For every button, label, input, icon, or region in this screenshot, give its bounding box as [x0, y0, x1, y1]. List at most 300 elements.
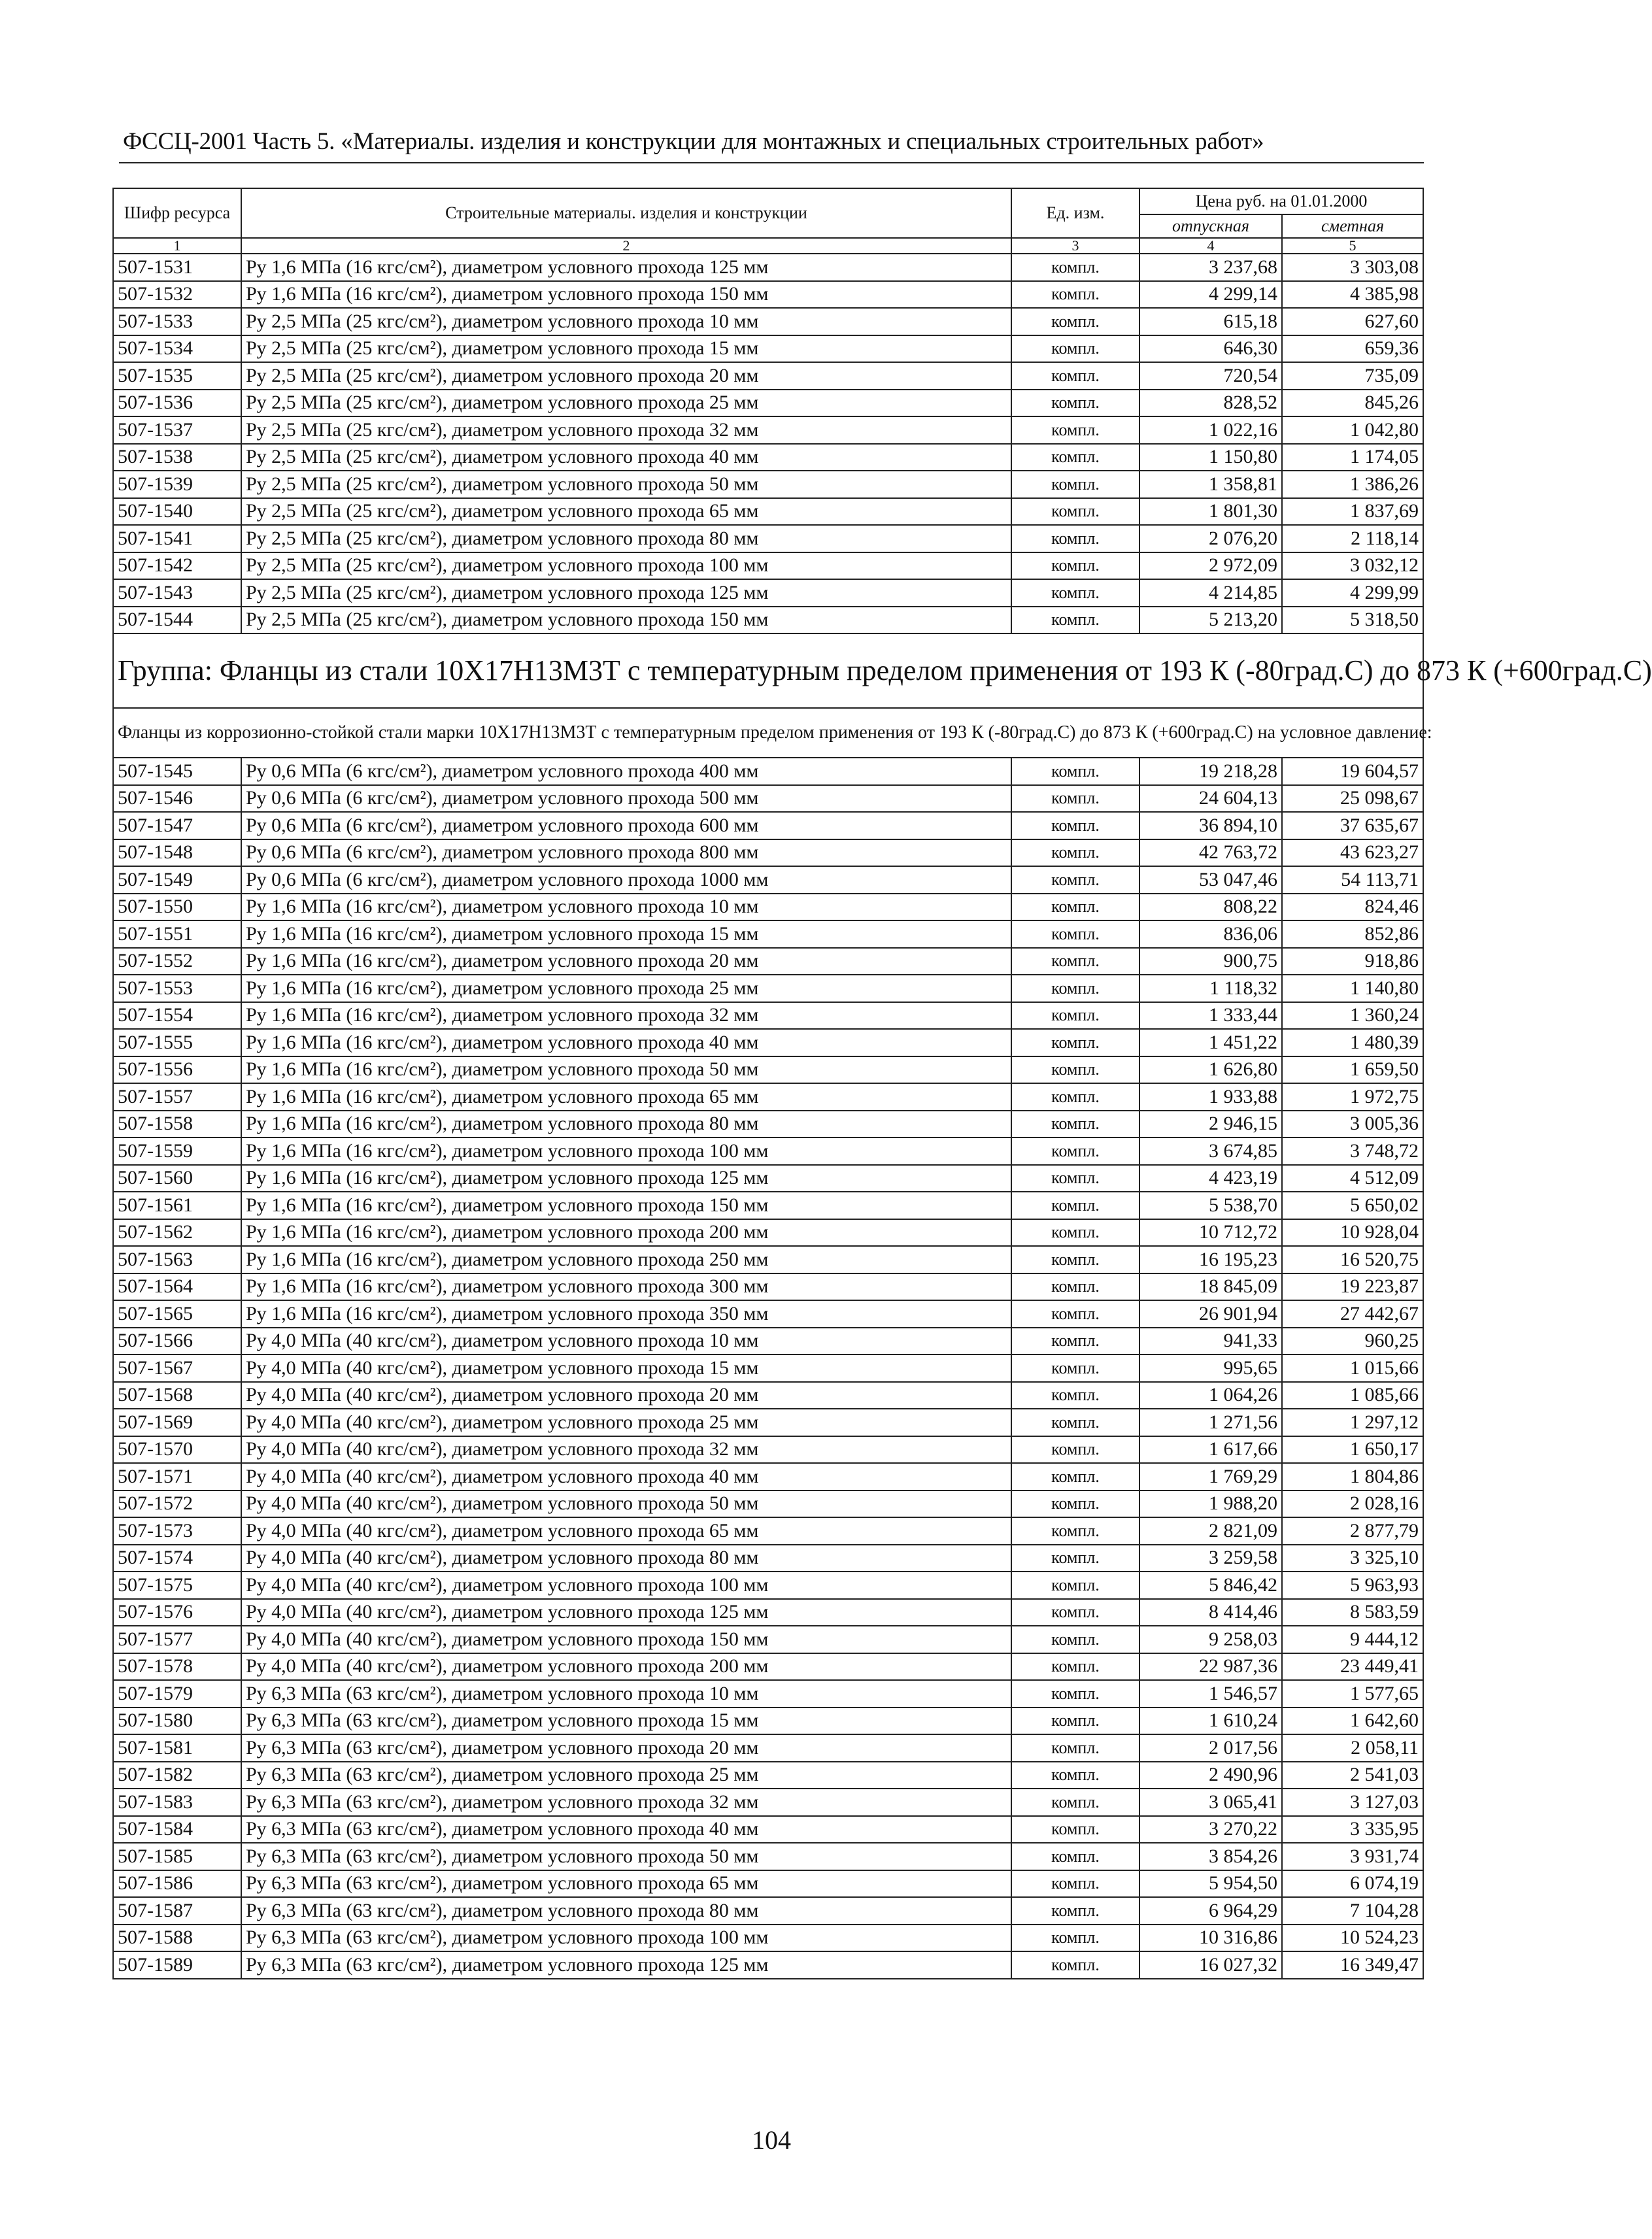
- unit: компл.: [1011, 308, 1139, 335]
- unit: компл.: [1011, 579, 1139, 607]
- table-row: [113, 1599, 1423, 1626]
- unit: компл.: [1011, 1680, 1139, 1708]
- page-header: ФССЦ-2001 Часть 5. «Материалы. изделия и конструкции для монтажных и специальных строительных работ»: [123, 128, 1264, 155]
- material-name: Ру 1,6 МПа (16 кгс/см²), диаметром условного прохода 250 мм: [241, 1246, 1011, 1273]
- header-release: отпускная: [1139, 214, 1282, 238]
- unit: компл.: [1011, 525, 1139, 552]
- material-name: Ру 4,0 МПа (40 кгс/см²), диаметром условного прохода 125 мм: [241, 1599, 1011, 1626]
- material-name: Ру 1,6 МПа (16 кгс/см²), диаметром условного прохода 40 мм: [241, 1029, 1011, 1056]
- estimate-price: 7 104,28: [1282, 1897, 1423, 1925]
- table-row: [113, 1734, 1423, 1762]
- unit: компл.: [1011, 1517, 1139, 1545]
- resource-code: 507-1556: [113, 1056, 241, 1084]
- resource-code: 507-1566: [113, 1328, 241, 1355]
- estimate-price: 2 058,11: [1282, 1734, 1423, 1762]
- resource-code: 507-1578: [113, 1653, 241, 1681]
- material-name: Ру 6,3 МПа (63 кгс/см²), диаметром условного прохода 65 мм: [241, 1870, 1011, 1898]
- release-price: 16 195,23: [1139, 1246, 1282, 1273]
- unit: компл.: [1011, 1111, 1139, 1138]
- estimate-price: 2 028,16: [1282, 1490, 1423, 1518]
- resource-code: 507-1561: [113, 1192, 241, 1219]
- release-price: 1 451,22: [1139, 1029, 1282, 1056]
- estimate-price: 25 098,67: [1282, 785, 1423, 813]
- material-name: Ру 2,5 МПа (25 кгс/см²), диаметром условного прохода 50 мм: [241, 471, 1011, 498]
- resource-code: 507-1584: [113, 1816, 241, 1843]
- resource-code: 507-1589: [113, 1951, 241, 1979]
- release-price: 1 150,80: [1139, 444, 1282, 471]
- unit: компл.: [1011, 1951, 1139, 1979]
- resource-code: 507-1542: [113, 552, 241, 580]
- material-name: Ру 1,6 МПа (16 кгс/см²), диаметром условного прохода 15 мм: [241, 920, 1011, 948]
- material-name: Ру 6,3 МПа (63 кгс/см²), диаметром условного прохода 50 мм: [241, 1843, 1011, 1870]
- unit: компл.: [1011, 1382, 1139, 1409]
- estimate-price: 3 931,74: [1282, 1843, 1423, 1870]
- estimate-price: 1 659,50: [1282, 1056, 1423, 1084]
- resource-code: 507-1533: [113, 308, 241, 335]
- table-row: [113, 281, 1423, 309]
- release-price: 1 769,29: [1139, 1463, 1282, 1490]
- unit: компл.: [1011, 335, 1139, 363]
- unit: компл.: [1011, 1165, 1139, 1192]
- table-row: [113, 1002, 1423, 1030]
- table-row: [113, 1680, 1423, 1708]
- estimate-price: 1 804,86: [1282, 1463, 1423, 1490]
- table-row: [113, 1029, 1423, 1056]
- table-row: [113, 1192, 1423, 1219]
- unit: компл.: [1011, 1626, 1139, 1653]
- estimate-price: 1 042,80: [1282, 416, 1423, 444]
- unit: компл.: [1011, 1137, 1139, 1165]
- resource-code: 507-1577: [113, 1626, 241, 1653]
- resource-code: 507-1582: [113, 1762, 241, 1789]
- header-code: Шифр ресурса: [113, 188, 241, 238]
- table-row: [113, 1246, 1423, 1273]
- resource-code: 507-1573: [113, 1517, 241, 1545]
- resource-code: 507-1579: [113, 1680, 241, 1708]
- release-price: 2 490,96: [1139, 1762, 1282, 1789]
- estimate-price: 1 085,66: [1282, 1382, 1423, 1409]
- group-intro: Фланцы из коррозионно-стойкой стали марки 10Х17Н13М3Т с температурным пределом применения от 193 К (-80град.С) до 873 К (+600град.С) на условное давление:: [113, 708, 1423, 758]
- material-name: Ру 2,5 МПа (25 кгс/см²), диаметром условного прохода 65 мм: [241, 498, 1011, 526]
- material-name: Ру 1,6 МПа (16 кгс/см²), диаметром условного прохода 300 мм: [241, 1273, 1011, 1301]
- material-name: Ру 1,6 МПа (16 кгс/см²), диаметром условного прохода 50 мм: [241, 1056, 1011, 1084]
- unit: компл.: [1011, 416, 1139, 444]
- table-row: [113, 1056, 1423, 1084]
- estimate-price: 852,86: [1282, 920, 1423, 948]
- table-row: [113, 335, 1423, 363]
- release-price: 995,65: [1139, 1355, 1282, 1382]
- table-row: [113, 308, 1423, 335]
- unit: компл.: [1011, 920, 1139, 948]
- estimate-price: 1 360,24: [1282, 1002, 1423, 1030]
- estimate-price: 19 604,57: [1282, 758, 1423, 785]
- column-number: 5: [1282, 238, 1423, 254]
- material-name: Ру 6,3 МПа (63 кгс/см²), диаметром условного прохода 80 мм: [241, 1897, 1011, 1925]
- resource-code: 507-1565: [113, 1300, 241, 1328]
- material-name: Ру 4,0 МПа (40 кгс/см²), диаметром условного прохода 200 мм: [241, 1653, 1011, 1681]
- estimate-price: 824,46: [1282, 894, 1423, 921]
- estimate-price: 19 223,87: [1282, 1273, 1423, 1301]
- material-name: Ру 4,0 МПа (40 кгс/см²), диаметром условного прохода 20 мм: [241, 1382, 1011, 1409]
- table-row: [113, 920, 1423, 948]
- estimate-price: 1 140,80: [1282, 975, 1423, 1002]
- unit: компл.: [1011, 948, 1139, 975]
- release-price: 3 065,41: [1139, 1789, 1282, 1816]
- release-price: 26 901,94: [1139, 1300, 1282, 1328]
- unit: компл.: [1011, 894, 1139, 921]
- release-price: 3 259,58: [1139, 1545, 1282, 1572]
- release-price: 3 854,26: [1139, 1843, 1282, 1870]
- unit: компл.: [1011, 1192, 1139, 1219]
- material-name: Ру 1,6 МПа (16 кгс/см²), диаметром условного прохода 150 мм: [241, 281, 1011, 309]
- unit: компл.: [1011, 1083, 1139, 1111]
- material-name: Ру 6,3 МПа (63 кгс/см²), диаметром условного прохода 20 мм: [241, 1734, 1011, 1762]
- material-name: Ру 4,0 МПа (40 кгс/см²), диаметром условного прохода 100 мм: [241, 1572, 1011, 1599]
- release-price: 2 946,15: [1139, 1111, 1282, 1138]
- release-price: 5 846,42: [1139, 1572, 1282, 1599]
- table-row: [113, 1816, 1423, 1843]
- release-price: 3 674,85: [1139, 1137, 1282, 1165]
- material-name: Ру 6,3 МПа (63 кгс/см²), диаметром условного прохода 40 мм: [241, 1816, 1011, 1843]
- estimate-price: 37 635,67: [1282, 812, 1423, 839]
- estimate-price: 960,25: [1282, 1328, 1423, 1355]
- release-price: 1 933,88: [1139, 1083, 1282, 1111]
- resource-code: 507-1586: [113, 1870, 241, 1898]
- estimate-price: 1 972,75: [1282, 1083, 1423, 1111]
- release-price: 2 076,20: [1139, 525, 1282, 552]
- resource-code: 507-1539: [113, 471, 241, 498]
- material-name: Ру 1,6 МПа (16 кгс/см²), диаметром условного прохода 125 мм: [241, 1165, 1011, 1192]
- table-row: [113, 1897, 1423, 1925]
- material-name: Ру 2,5 МПа (25 кгс/см²), диаметром условного прохода 32 мм: [241, 416, 1011, 444]
- estimate-price: 659,36: [1282, 335, 1423, 363]
- release-price: 941,33: [1139, 1328, 1282, 1355]
- release-price: 1 118,32: [1139, 975, 1282, 1002]
- estimate-price: 2 541,03: [1282, 1762, 1423, 1789]
- release-price: 8 414,46: [1139, 1599, 1282, 1626]
- resource-code: 507-1570: [113, 1436, 241, 1464]
- material-name: Ру 0,6 МПа (6 кгс/см²), диаметром условного прохода 600 мм: [241, 812, 1011, 839]
- material-name: Ру 2,5 МПа (25 кгс/см²), диаметром условного прохода 100 мм: [241, 552, 1011, 580]
- table-row: [113, 1111, 1423, 1138]
- estimate-price: 1 386,26: [1282, 471, 1423, 498]
- unit: компл.: [1011, 1925, 1139, 1952]
- estimate-price: 3 005,36: [1282, 1111, 1423, 1138]
- estimate-price: 918,86: [1282, 948, 1423, 975]
- material-name: Ру 1,6 МПа (16 кгс/см²), диаметром условного прохода 100 мм: [241, 1137, 1011, 1165]
- unit: компл.: [1011, 362, 1139, 390]
- table-row: [113, 525, 1423, 552]
- estimate-price: 735,09: [1282, 362, 1423, 390]
- resource-code: 507-1534: [113, 335, 241, 363]
- group-title: Группа: Фланцы из стали 10Х17Н13М3Т с температурным пределом применения от 193 К (-80град.С) до 873 К (+600град.С): [113, 633, 1423, 708]
- material-name: Ру 2,5 МПа (25 кгс/см²), диаметром условного прохода 125 мм: [241, 579, 1011, 607]
- table-row: [113, 839, 1423, 867]
- release-price: 1 358,81: [1139, 471, 1282, 498]
- unit: компл.: [1011, 1219, 1139, 1247]
- resource-code: 507-1568: [113, 1382, 241, 1409]
- table-row: [113, 390, 1423, 417]
- column-number: 2: [241, 238, 1011, 254]
- unit: компл.: [1011, 1328, 1139, 1355]
- table-row: [113, 1951, 1423, 1979]
- unit: компл.: [1011, 1653, 1139, 1681]
- estimate-price: 1 015,66: [1282, 1355, 1423, 1382]
- release-price: 10 316,86: [1139, 1925, 1282, 1952]
- release-price: 16 027,32: [1139, 1951, 1282, 1979]
- table-row: [113, 1708, 1423, 1735]
- table-row: [113, 1328, 1423, 1355]
- estimate-price: 4 299,99: [1282, 579, 1423, 607]
- material-name: Ру 1,6 МПа (16 кгс/см²), диаметром условного прохода 125 мм: [241, 254, 1011, 281]
- column-numbers-row: [113, 238, 1423, 254]
- release-price: 6 964,29: [1139, 1897, 1282, 1925]
- estimate-price: 3 335,95: [1282, 1816, 1423, 1843]
- release-price: 18 845,09: [1139, 1273, 1282, 1301]
- estimate-price: 1 480,39: [1282, 1029, 1423, 1056]
- material-name: Ру 0,6 МПа (6 кгс/см²), диаметром условного прохода 800 мм: [241, 839, 1011, 867]
- table-row: [113, 1300, 1423, 1328]
- resource-code: 507-1535: [113, 362, 241, 390]
- estimate-price: 6 074,19: [1282, 1870, 1423, 1898]
- estimate-price: 3 748,72: [1282, 1137, 1423, 1165]
- resource-code: 507-1575: [113, 1572, 241, 1599]
- material-name: Ру 2,5 МПа (25 кгс/см²), диаметром условного прохода 20 мм: [241, 362, 1011, 390]
- unit: компл.: [1011, 390, 1139, 417]
- material-name: Ру 1,6 МПа (16 кгс/см²), диаметром условного прохода 65 мм: [241, 1083, 1011, 1111]
- resource-code: 507-1538: [113, 444, 241, 471]
- material-name: Ру 2,5 МПа (25 кгс/см²), диаметром условного прохода 15 мм: [241, 335, 1011, 363]
- resource-code: 507-1562: [113, 1219, 241, 1247]
- header-unit: Ед. изм.: [1011, 188, 1139, 238]
- resource-code: 507-1545: [113, 758, 241, 785]
- table-row: [113, 1925, 1423, 1952]
- unit: компл.: [1011, 785, 1139, 813]
- release-price: 4 423,19: [1139, 1165, 1282, 1192]
- estimate-price: 4 385,98: [1282, 281, 1423, 309]
- table-row: [113, 1572, 1423, 1599]
- unit: компл.: [1011, 1545, 1139, 1572]
- material-name: Ру 6,3 МПа (63 кгс/см²), диаметром условного прохода 25 мм: [241, 1762, 1011, 1789]
- material-name: Ру 2,5 МПа (25 кгс/см²), диаметром условного прохода 10 мм: [241, 308, 1011, 335]
- release-price: 2 821,09: [1139, 1517, 1282, 1545]
- release-price: 1 988,20: [1139, 1490, 1282, 1518]
- material-name: Ру 2,5 МПа (25 кгс/см²), диаметром условного прохода 150 мм: [241, 607, 1011, 634]
- table-row: [113, 1789, 1423, 1816]
- estimate-price: 54 113,71: [1282, 866, 1423, 894]
- unit: компл.: [1011, 1843, 1139, 1870]
- unit: компл.: [1011, 1816, 1139, 1843]
- material-name: Ру 1,6 МПа (16 кгс/см²), диаметром условного прохода 10 мм: [241, 894, 1011, 921]
- material-name: Ру 1,6 МПа (16 кгс/см²), диаметром условного прохода 32 мм: [241, 1002, 1011, 1030]
- estimate-price: 845,26: [1282, 390, 1423, 417]
- resource-code: 507-1587: [113, 1897, 241, 1925]
- table-row: [113, 1382, 1423, 1409]
- material-name: Ру 4,0 МПа (40 кгс/см²), диаметром условного прохода 80 мм: [241, 1545, 1011, 1572]
- table-row: [113, 866, 1423, 894]
- material-name: Ру 2,5 МПа (25 кгс/см²), диаметром условного прохода 80 мм: [241, 525, 1011, 552]
- table-row: [113, 1355, 1423, 1382]
- table-row: [113, 1762, 1423, 1789]
- estimate-price: 9 444,12: [1282, 1626, 1423, 1653]
- estimate-price: 5 650,02: [1282, 1192, 1423, 1219]
- release-price: 19 218,28: [1139, 758, 1282, 785]
- column-number: 1: [113, 238, 241, 254]
- unit: компл.: [1011, 1490, 1139, 1518]
- table-row: [113, 1843, 1423, 1870]
- resource-code: 507-1553: [113, 975, 241, 1002]
- group-section: [113, 633, 1652, 758]
- resource-code: 507-1547: [113, 812, 241, 839]
- release-price: 808,22: [1139, 894, 1282, 921]
- release-price: 36 894,10: [1139, 812, 1282, 839]
- resource-code: 507-1558: [113, 1111, 241, 1138]
- release-price: 646,30: [1139, 335, 1282, 363]
- release-price: 53 047,46: [1139, 866, 1282, 894]
- header-name: Строительные материалы. изделия и конструкции: [241, 188, 1011, 238]
- release-price: 2 017,56: [1139, 1734, 1282, 1762]
- material-name: Ру 1,6 МПа (16 кгс/см²), диаметром условного прохода 150 мм: [241, 1192, 1011, 1219]
- resource-code: 507-1554: [113, 1002, 241, 1030]
- estimate-price: 1 650,17: [1282, 1436, 1423, 1464]
- release-price: 615,18: [1139, 308, 1282, 335]
- material-name: Ру 0,6 МПа (6 кгс/см²), диаметром условного прохода 400 мм: [241, 758, 1011, 785]
- material-name: Ру 4,0 МПа (40 кгс/см²), диаметром условного прохода 10 мм: [241, 1328, 1011, 1355]
- release-price: 900,75: [1139, 948, 1282, 975]
- resource-code: 507-1540: [113, 498, 241, 526]
- unit: компл.: [1011, 758, 1139, 785]
- unit: компл.: [1011, 1708, 1139, 1735]
- estimate-price: 43 623,27: [1282, 839, 1423, 867]
- release-price: 10 712,72: [1139, 1219, 1282, 1247]
- resource-code: 507-1563: [113, 1246, 241, 1273]
- unit: компл.: [1011, 1463, 1139, 1490]
- estimate-price: 23 449,41: [1282, 1653, 1423, 1681]
- release-price: 1 271,56: [1139, 1409, 1282, 1436]
- unit: компл.: [1011, 444, 1139, 471]
- estimate-price: 627,60: [1282, 308, 1423, 335]
- resource-code: 507-1536: [113, 390, 241, 417]
- resource-code: 507-1531: [113, 254, 241, 281]
- table-row: [113, 1219, 1423, 1247]
- release-price: 5 213,20: [1139, 607, 1282, 634]
- unit: компл.: [1011, 839, 1139, 867]
- material-name: Ру 1,6 МПа (16 кгс/см²), диаметром условного прохода 350 мм: [241, 1300, 1011, 1328]
- release-price: 836,06: [1139, 920, 1282, 948]
- table-row: [113, 1545, 1423, 1572]
- price-table: [112, 188, 1652, 1979]
- release-price: 4 214,85: [1139, 579, 1282, 607]
- release-price: 42 763,72: [1139, 839, 1282, 867]
- unit: компл.: [1011, 1355, 1139, 1382]
- table-row: [113, 1083, 1423, 1111]
- resource-code: 507-1567: [113, 1355, 241, 1382]
- release-price: 24 604,13: [1139, 785, 1282, 813]
- table-row: [113, 416, 1423, 444]
- material-name: Ру 0,6 МПа (6 кгс/см²), диаметром условного прохода 500 мм: [241, 785, 1011, 813]
- release-price: 1 617,66: [1139, 1436, 1282, 1464]
- column-number: 4: [1139, 238, 1282, 254]
- unit: компл.: [1011, 975, 1139, 1002]
- estimate-price: 16 349,47: [1282, 1951, 1423, 1979]
- unit: компл.: [1011, 1029, 1139, 1056]
- unit: компл.: [1011, 607, 1139, 634]
- estimate-price: 2 118,14: [1282, 525, 1423, 552]
- resource-code: 507-1585: [113, 1843, 241, 1870]
- resource-code: 507-1564: [113, 1273, 241, 1301]
- unit: компл.: [1011, 1599, 1139, 1626]
- table-row: [113, 498, 1423, 526]
- unit: компл.: [1011, 1897, 1139, 1925]
- unit: компл.: [1011, 866, 1139, 894]
- resource-code: 507-1551: [113, 920, 241, 948]
- unit: компл.: [1011, 1273, 1139, 1301]
- release-price: 4 299,14: [1139, 281, 1282, 309]
- unit: компл.: [1011, 471, 1139, 498]
- resource-code: 507-1569: [113, 1409, 241, 1436]
- material-name: Ру 4,0 МПа (40 кгс/см²), диаметром условного прохода 40 мм: [241, 1463, 1011, 1490]
- table-row: [113, 471, 1423, 498]
- resource-code: 507-1580: [113, 1708, 241, 1735]
- table-row: [113, 579, 1423, 607]
- estimate-price: 5 318,50: [1282, 607, 1423, 634]
- release-price: 1 801,30: [1139, 498, 1282, 526]
- estimate-price: 10 928,04: [1282, 1219, 1423, 1247]
- resource-code: 507-1555: [113, 1029, 241, 1056]
- unit: компл.: [1011, 281, 1139, 309]
- resource-code: 507-1574: [113, 1545, 241, 1572]
- unit: компл.: [1011, 498, 1139, 526]
- table-row: [113, 1517, 1423, 1545]
- unit: компл.: [1011, 1762, 1139, 1789]
- material-name: Ру 4,0 МПа (40 кгс/см²), диаметром условного прохода 32 мм: [241, 1436, 1011, 1464]
- table-row: [113, 254, 1423, 281]
- material-name: Ру 1,6 МПа (16 кгс/см²), диаметром условного прохода 80 мм: [241, 1111, 1011, 1138]
- table-row: [113, 1490, 1423, 1518]
- resource-code: 507-1559: [113, 1137, 241, 1165]
- release-price: 1 064,26: [1139, 1382, 1282, 1409]
- resource-code: 507-1544: [113, 607, 241, 634]
- estimate-price: 27 442,67: [1282, 1300, 1423, 1328]
- release-price: 1 626,80: [1139, 1056, 1282, 1084]
- material-name: Ру 2,5 МПа (25 кгс/см²), диаметром условного прохода 25 мм: [241, 390, 1011, 417]
- header-price: Цена руб. на 01.01.2000: [1139, 188, 1423, 214]
- header-estimate: сметная: [1282, 214, 1423, 238]
- release-price: 22 987,36: [1139, 1653, 1282, 1681]
- estimate-price: 1 297,12: [1282, 1409, 1423, 1436]
- table-row: [113, 948, 1423, 975]
- estimate-price: 5 963,93: [1282, 1572, 1423, 1599]
- resource-code: 507-1588: [113, 1925, 241, 1952]
- resource-code: 507-1571: [113, 1463, 241, 1490]
- table-row: [113, 1436, 1423, 1464]
- resource-code: 507-1557: [113, 1083, 241, 1111]
- release-price: 1 333,44: [1139, 1002, 1282, 1030]
- estimate-price: 1 642,60: [1282, 1708, 1423, 1735]
- resource-code: 507-1543: [113, 579, 241, 607]
- table-row: [113, 758, 1423, 785]
- material-name: Ру 4,0 МПа (40 кгс/см²), диаметром условного прохода 50 мм: [241, 1490, 1011, 1518]
- table-row: [113, 1870, 1423, 1898]
- release-price: 2 972,09: [1139, 552, 1282, 580]
- table-row: [113, 812, 1423, 839]
- resource-code: 507-1546: [113, 785, 241, 813]
- estimate-price: 4 512,09: [1282, 1165, 1423, 1192]
- estimate-price: 1 577,65: [1282, 1680, 1423, 1708]
- resource-code: 507-1550: [113, 894, 241, 921]
- release-price: 5 954,50: [1139, 1870, 1282, 1898]
- table-row: [113, 1137, 1423, 1165]
